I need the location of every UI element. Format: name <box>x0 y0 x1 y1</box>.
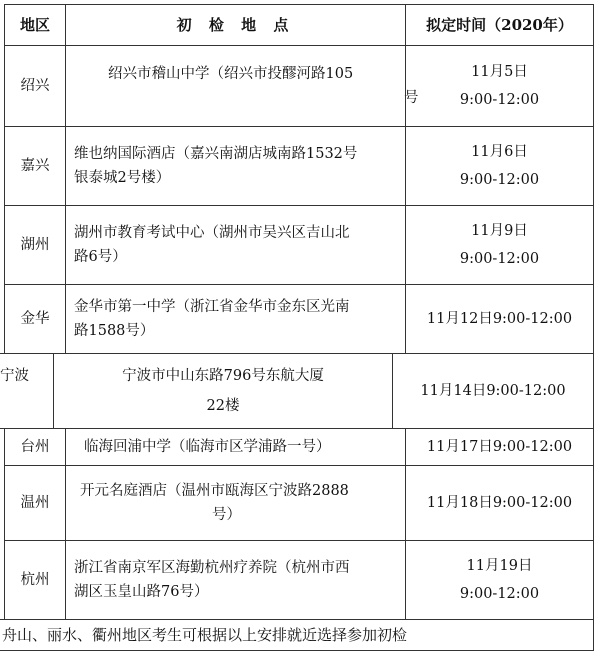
location-line: 金华市第一中学（浙江省金华市金东区光南 <box>74 299 350 315</box>
region-cell: 金华 <box>4 284 66 354</box>
region-cell: 绍兴 <box>4 45 66 127</box>
time-cell <box>405 205 594 285</box>
location-line: 路6号） <box>74 249 127 265</box>
location-line: 湖区玉皇山路76号） <box>74 584 209 600</box>
time-text: 9:00-12:00 <box>459 172 540 188</box>
location-line: 维也纳国际酒店（嘉兴南湖店城南路1532号 <box>74 146 358 162</box>
header-location: 初 检 地 点 <box>65 4 406 46</box>
location-line: 绍兴市稽山中学（绍兴市投醪河路105 <box>108 66 354 82</box>
location-line: 银泰城2号楼） <box>74 170 171 186</box>
location-line: 路1588号） <box>74 323 155 339</box>
date-text: 11月5日 <box>471 64 528 80</box>
footer-note: 舟山、丽水、衢州地区考生可根据以上安排就近选择参加初检 <box>0 619 594 651</box>
table-row <box>4 465 594 541</box>
time-text: 9:00-12:00 <box>459 92 540 108</box>
table-row <box>4 45 594 127</box>
time-cell: 11月18日9:00-12:00 <box>405 465 594 541</box>
time-cell <box>405 540 594 620</box>
table-row <box>4 126 594 206</box>
header-region: 地区 <box>4 4 66 46</box>
table-row <box>4 428 594 466</box>
header-time: 拟定时间（2020年） <box>405 4 594 46</box>
location-cell <box>53 353 393 429</box>
time-cell <box>405 45 594 127</box>
region-cell: 台州 <box>4 428 66 466</box>
region-cell: 杭州 <box>4 540 66 620</box>
region-cell: 宁波 <box>0 353 54 429</box>
table-row <box>4 205 594 285</box>
location-cell <box>65 540 406 620</box>
location-cell <box>65 284 406 354</box>
date-text: 11月6日 <box>471 144 528 160</box>
location-line: 宁波市中山东路796号东航大厦 <box>122 368 324 384</box>
table-row <box>4 540 594 620</box>
table-footer-row <box>4 619 594 651</box>
region-cell: 嘉兴 <box>4 126 66 206</box>
location-line: 湖州市教育考试中心（湖州市吴兴区吉山北 <box>74 225 350 241</box>
location-cell <box>65 45 419 127</box>
location-cell: 临海回浦中学（临海市区学浦路一号） <box>65 428 406 466</box>
time-text: 9:00-12:00 <box>459 251 540 267</box>
region-cell: 温州 <box>4 465 66 541</box>
location-cell <box>65 126 406 206</box>
time-text: 9:00-12:00 <box>459 586 540 602</box>
table-row <box>0 353 594 429</box>
location-line: 22楼 <box>206 398 240 414</box>
time-cell: 11月17日9:00-12:00 <box>405 428 594 466</box>
date-text: 11月9日 <box>471 223 528 239</box>
time-cell <box>405 126 594 206</box>
time-cell: 11月14日9:00-12:00 <box>392 353 594 429</box>
location-cell <box>65 465 406 541</box>
location-cell <box>65 205 406 285</box>
location-line: 开元名庭酒店（温州市瓯海区宁波路2888 <box>80 483 349 499</box>
location-line: 号 <box>404 90 419 106</box>
location-line: 号） <box>212 507 241 523</box>
table-header-row <box>4 4 594 46</box>
region-cell: 湖州 <box>4 205 66 285</box>
location-line: 浙江省南京军区海勤杭州疗养院（杭州市西 <box>74 560 350 576</box>
time-cell: 11月12日9:00-12:00 <box>405 284 594 354</box>
date-text: 11月19日 <box>466 558 533 574</box>
table-row <box>4 284 594 354</box>
